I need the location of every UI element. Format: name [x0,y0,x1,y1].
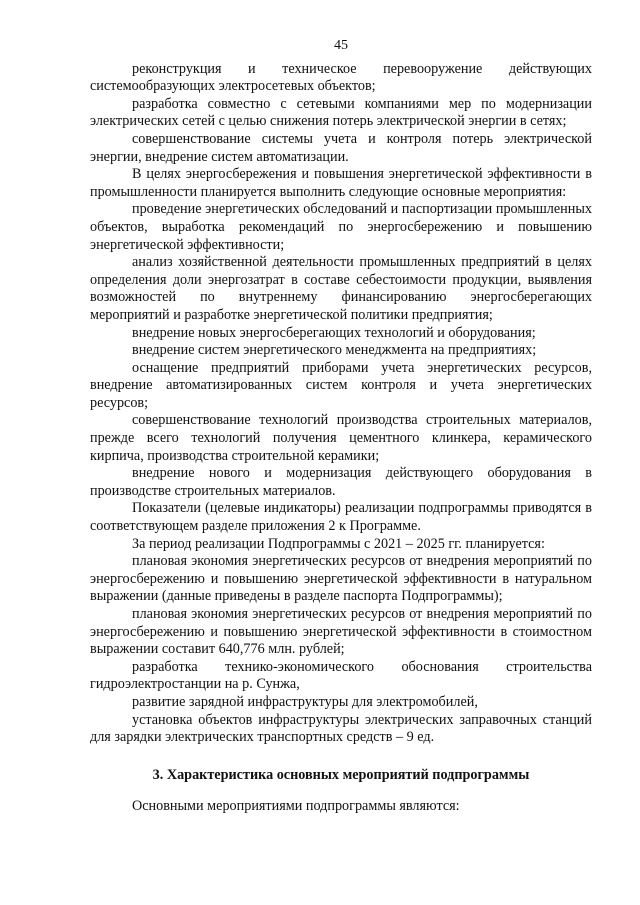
paragraph: плановая экономия энергетических ресурсов от внедрения мероприятий по энергосбережению и повышению энергетической эффективности в натуральном выражении (данные приведены в разделе паспорта Подпрограммы); [90,553,592,605]
paragraph: разработка совместно с сетевыми компаниями мер по модернизации электрических сетей с целью снижения потерь электрической энергии в сетях; [90,95,592,130]
paragraph: внедрение систем энергетического менеджмента на предприятиях; [132,342,537,359]
paragraph: развитие зарядной инфраструктуры для электромобилей, [132,693,478,710]
paragraph: разработка технико-экономического обоснования строительства гидроэлектростанции на р. Сунжа, [90,658,592,693]
paragraph: установка объектов инфраструктуры электрических заправочных станций для зарядки электрических транспортных средств – 9 ед. [90,711,592,746]
paragraph: В целях энергосбережения и повышения энергетической эффективности в промышленности планируется выполнить следующие основные мероприятия: [90,166,592,200]
section-heading: 3. Характеристика основных мероприятий подпрограммы [152,766,530,783]
paragraph: Показатели (целевые индикаторы) реализации подпрограммы приводятся в соответствующем разделе приложения 2 к Программе. [90,500,592,535]
paragraph: внедрение нового и модернизация действующего оборудования в производстве строительных материалов. [90,465,592,499]
body-text [90,61,592,747]
paragraph: внедрение новых энергосберегающих технологий и оборудования; [132,324,536,341]
page-number: 45 [334,38,348,53]
paragraph: проведение энергетических обследований и паспортизации промышленных объектов, выработка рекомендаций по энергосбережению и повышению энергетической эффективности; [90,201,592,253]
paragraph: оснащение предприятий приборами учета энергетических ресурсов, внедрение автоматизированных систем контроля и учета энергетических ресурсов; [90,359,592,411]
paragraph: совершенствование системы учета и контроля потерь электрической энергии, внедрение систем автоматизации. [90,130,592,165]
paragraph: реконструкция и техническое перевооружение действующих системообразующих электросетевых объектов; [90,60,592,95]
paragraph: За период реализации Подпрограммы с 2021 – 2025 гг. планируется: [132,535,545,552]
paragraph: анализ хозяйственной деятельности промышленных предприятий в целях определения доли энергозатрат в составе себестоимости продукции, выявления возможностей по внутреннему финансированию энергосберегающих мероприятий и разработке энергетической политики предприятия; [90,254,592,323]
paragraph: плановая экономия энергетических ресурсов от внедрения мероприятий по энергосбережению и повышению энергетической эффективности в стоимостном выражении составит 640,776 млн. рублей; [90,606,592,658]
closing-paragraph: Основными мероприятиями подпрограммы являются: [132,798,460,815]
paragraph: совершенствование технологий производства строительных материалов, прежде всего технологий получения цементного клинкера, керамического кирпича, производства строительной керамики; [90,412,592,464]
